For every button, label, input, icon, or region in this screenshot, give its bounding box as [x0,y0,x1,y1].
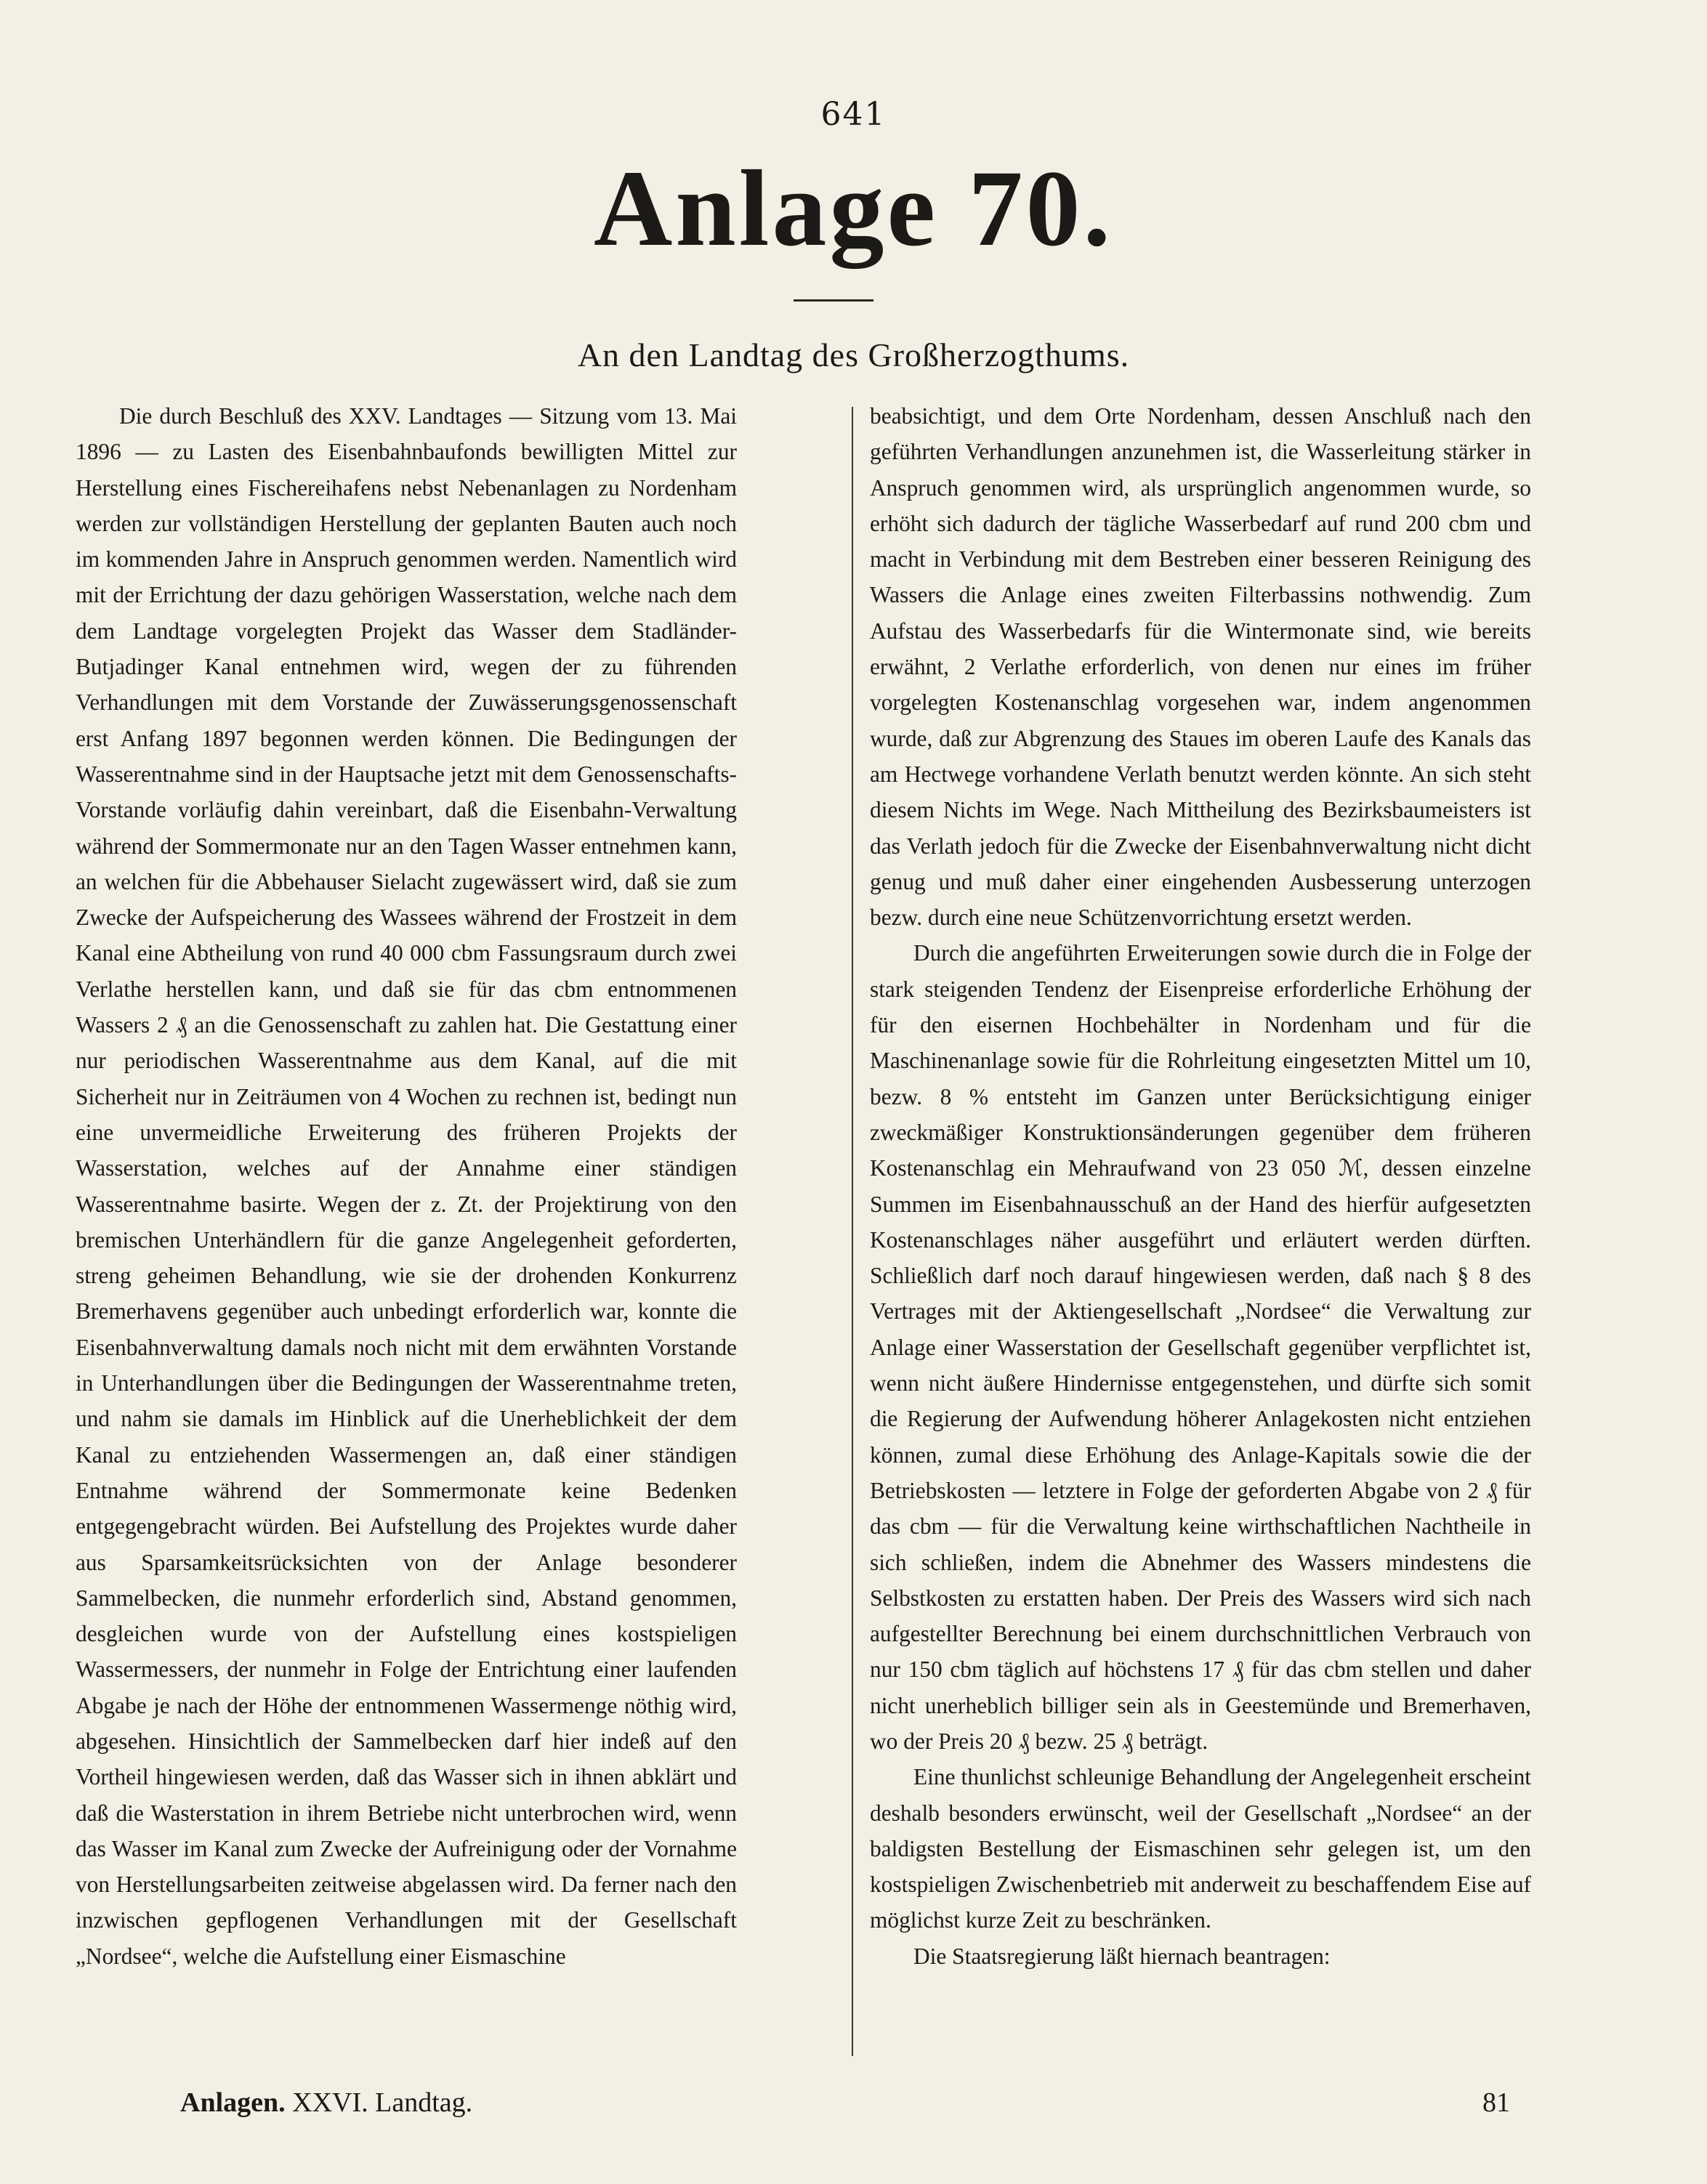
column-divider [852,407,853,2056]
addressee-line: An den Landtag des Großherzogthums. [577,336,1130,373]
footer-sheet-number: 81 [1482,2087,1510,2118]
footer-volume-session: XXVI. Landtag. [292,2087,473,2118]
right-paragraph: beabsichtigt, und dem Orte Nordenham, dessen Anschluß nach den geführten Verhandlungen anzunehmen ist, die Wasserleitung stärker in Anspruch genommen wird, als ursprünglich angenommen wurde, so erhöht sich dadurch der tägliche Wasserbedarf auf rund 200 cbm und macht in Verbindung mit dem Bestreben einer besseren Reinigung des Wassers die Anlage eines zweiten Filterbassins nothwendig. Zum Aufstau des Wasserbedarfs für die Wintermonate sind, wie bereits erwähnt, 2 Verlathe erforderlich, von denen nur eines im früher vorgelegten Kostenanschlag vorgesehen war, indem angenommen wurde, daß zur Abgrenzung des Staues im oberen Laufe des Kanals das am Hectwege vorhandene Verlath benutzt werden könnte. An sich steht diesem Nichts im Wege. Nach Mittheilung des Bezirksbaumeisters ist das Verlath jedoch für die Zwecke der Eisenbahnverwaltung nicht dicht genug und muß daher einer eingehenden Ausbesserung unterzogen bezw. durch eine neue Schützenvorrichtung ersetzt werden. [870,403,1531,931]
page-heading: Anlage 70. [594,148,1113,269]
right-paragraph: Die Staatsregierung läßt hiernach beantragen: [913,1943,1331,1969]
footer-volume-label: Anlagen. [180,2087,286,2118]
right-paragraph: Eine thunlichst schleunige Behandlung der Angelegenheit erscheint deshalb besonders erwünscht, weil der Gesellschaft „Nordsee“ an der baldigsten Bestellung der Eismaschinen sehr gelegen ist, um den kostspieligen Zwischenbetrieb mit anderweit zu beschaffendem Eise auf möglichst kurze Zeit zu beschränken. [870,1764,1531,1933]
right-paragraph: Durch die angeführten Erweiterungen sowie durch die in Folge der stark steigenden Tendenz der Eisenpreise erforderliche Erhöhung der für den eisernen Hochbehälter in Nordenham und für die Maschinenanlage sowie für die Rohrleitung eingesetzten Mittel um 10, bezw. 8 % entsteht im Ganzen unter Berücksichtigung einiger zweckmäßiger Konstruktionsänderungen gegenüber dem früheren Kostenanschlag ein Mehraufwand von 23 050 ℳ, dessen einzelne Summen im Eisenbahnausschuß an der Hand des hierfür aufgesetzten Kostenanschlages näher ausgeführt und erläutert werden dürften. Schließlich darf noch darauf hingewiesen werden, daß nach § 8 des Vertrages mit der Aktiengesellschaft „Nordsee“ die Verwaltung zur Anlage einer Wasserstation der Gesellschaft gegenüber verpflichtet ist, wenn nicht äußere Hindernisse entgegenstehen, und dürfte sich somit die Regierung der Aufwendung höherer Anlagekosten nicht entziehen können, zumal diese Erhöhung des Anlage-Kapitals sowie die der Betriebskosten — letztere in Folge der geforderten Abgabe von 2 ₰ für das cbm — für die Verwaltung keine wirthschaftlichen Nachtheile in sich schließen, indem die Abnehmer des Wassers mindestens die Selbstkosten zu erstatten haben. Der Preis des Wassers wird sich nach aufgestellter Berechnung bei einem durchschnittlichen Verbrauch von nur 150 cbm täglich auf höchstens 17 ₰ für das cbm stellen und daher nicht unerheblich billiger sein als in Geestemünde und Bremerhaven, wo der Preis 20 ₰ bezw. 25 ₰ beträgt. [870,940,1531,1754]
left-column [76,398,737,2066]
footer-volume [180,2087,472,2119]
page-number: 641 [820,96,887,133]
heading-rule [794,299,873,302]
right-column [870,398,1531,2055]
left-paragraph: Die durch Beschluß des XXV. Landtages — Sitzung vom 13. Mai 1896 — zu Lasten des Eisenbahnbaufonds bewilligten Mittel zur Herstellung eines Fischereihafens nebst Nebenanlagen zu Nordenham werden zur vollständigen Herstellung der geplanten Bauten auch noch im kommenden Jahre in Anspruch genommen werden. Namentlich wird mit der Errichtung der dazu gehörigen Wasserstation, welche nach dem dem Landtage vorgelegten Projekt das Wasser dem Stadländer-Butjadinger Kanal entnehmen wird, wegen der zu führenden Verhandlungen mit dem Vorstande der Zuwässerungsgenossenschaft erst Anfang 1897 begonnen werden können. Die Bedingungen der Wasserentnahme sind in der Hauptsache jetzt mit dem Genossenschafts-Vorstande vorläufig dahin vereinbart, daß die Eisenbahn-Verwaltung während der Sommermonate nur an den Tagen Wasser entnehmen kann, an welchen für die Abbehauser Sielacht zugewässert wird, daß sie zum Zwecke der Aufspeicherung des Wassees während der Frostzeit in dem Kanal eine Abtheilung von rund 40 000 cbm Fassungsraum durch zwei Verlathe herstellen kann, und daß sie für das cbm entnommenen Wassers 2 ₰ an die Genossenschaft zu zahlen hat. Die Gestattung einer nur periodischen Wasserentnahme aus dem Kanal, auf die mit Sicherheit nur in Zeiträumen von 4 Wochen zu rechnen ist, bedingt nun eine unvermeidliche Erweiterung des früheren Projekts der Wasserstation, welches auf der Annahme einer ständigen Wasserentnahme basirte. Wegen der z. Zt. der Projektirung von den bremischen Unterhändlern für die ganze Angelegenheit geforderten, streng geheimen Behandlung, wie sie der drohenden Konkurrenz Bremerhavens gegenüber auch unbedingt erforderlich war, konnte die Eisenbahnverwaltung damals noch nicht mit dem erwähnten Vorstande in Unterhandlungen über die Bedingungen der Wasserentnahme treten, und nahm sie damals im Hinblick auf die Unerheblichkeit der dem Kanal zu entziehenden Wassermengen an, daß einer ständigen Entnahme während der Sommermonate keine Bedenken entgegengebracht würden. Bei Aufstellung des Projektes wurde daher aus Sparsamkeitsrücksichten von der Anlage besonderer Sammelbecken, die nunmehr erforderlich sind, Abstand genommen, desgleichen wurde von der Aufstellung eines kostspieligen Wassermessers, der nunmehr in Folge der Entrichtung einer laufenden Abgabe je nach der Höhe der entnommenen Wassermenge nöthig wird, abgesehen. Hinsichtlich der Sammelbecken darf hier indeß auf den Vortheil hingewiesen werden, daß das Wasser sich in ihnen abklärt und daß die Wasterstation in ihrem Betriebe nicht unterbrochen wird, wenn das Wasser im Kanal zum Zwecke der Aufreinigung oder der Vornahme von Herstellungsarbeiten zeitweise abgelassen wird. Da ferner nach den inzwischen gepflogenen Verhandlungen mit der Gesellschaft „Nordsee“, welche die Aufstellung einer Eismaschine [76,403,737,1969]
